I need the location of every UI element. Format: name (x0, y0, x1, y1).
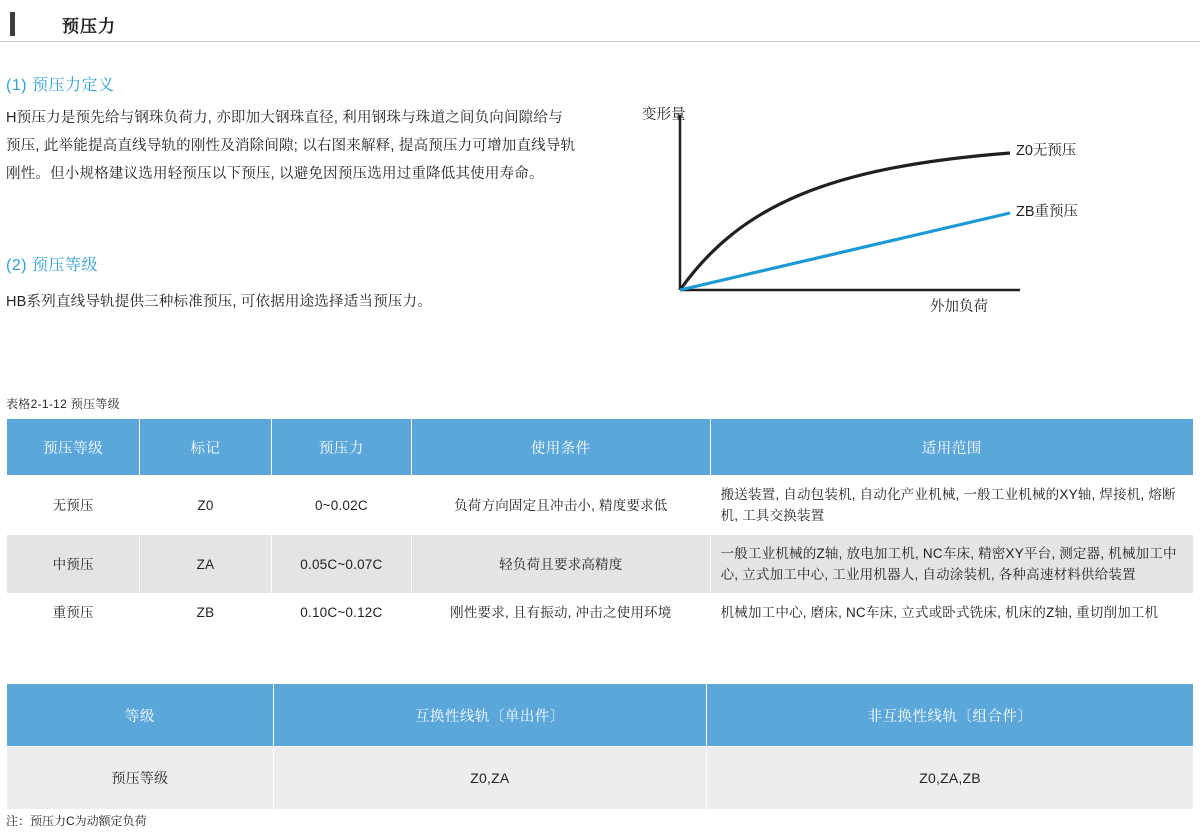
section-heading-definition: (1) 预压力定义 (6, 77, 115, 94)
cell-mark: ZA (140, 535, 271, 594)
table-row (7, 476, 1194, 535)
cell-grade: 无预压 (7, 476, 140, 535)
table-header-row (7, 419, 1194, 476)
x-axis-label: 外加负荷 (930, 299, 988, 315)
cell-condition: 刚性要求, 且有振动, 冲击之使用环境 (412, 594, 711, 632)
grade-table-caption: 表格2-1-12 预压等级 (6, 397, 120, 411)
column-header-non-interchangeable: 非互换性线轨〔组合件〕 (707, 684, 1194, 747)
preload-deformation-diagram (600, 95, 1180, 335)
page-header (0, 8, 1200, 42)
table-row (7, 747, 1194, 810)
cell-interchangeable: Z0,ZA (273, 747, 706, 810)
cell-condition: 负荷方向固定且冲击小, 精度要求低 (412, 476, 711, 535)
cell-application: 机械加工中心, 磨床, NC车床, 立式或卧式铣床, 机床的Z轴, 重切削加工机 (710, 594, 1193, 632)
cell-application: 一般工业机械的Z轴, 放电加工机, NC车床, 精密XY平台, 测定器, 机械加工中心, 立式加工中心, 工业用机器人, 自动涂装机, 各种高速材料供给装置 (710, 535, 1193, 594)
cell-mark: ZB (140, 594, 271, 632)
column-header-mark: 标记 (140, 419, 271, 476)
page-title: 预压力 (62, 17, 116, 36)
cell-force: 0.05C~0.07C (271, 535, 411, 594)
cell-non-interchangeable: Z0,ZA,ZB (707, 747, 1194, 810)
cell-application: 搬送装置, 自动包装机, 自动化产业机械, 一般工业机械的XY轴, 焊接机, 熔断机, 工具交换装置 (710, 476, 1193, 535)
cell-mark: Z0 (140, 476, 271, 535)
preload-class-table (6, 683, 1194, 810)
curve-label-heavy-preload: ZB重预压 (1016, 204, 1079, 220)
column-header-class: 等级 (7, 684, 274, 747)
section-text-grades: HB系列直线导轨提供三种标准预压, 可依据用途选择适当预压力。 (6, 294, 432, 310)
column-header-application: 适用范围 (710, 419, 1193, 476)
cell-force: 0~0.02C (271, 476, 411, 535)
cell-force: 0.10C~0.12C (271, 594, 411, 632)
curve-no-preload (680, 153, 1010, 290)
table-row (7, 535, 1194, 594)
diagram-svg (600, 95, 1180, 335)
preload-grade-table (6, 418, 1194, 632)
cell-grade: 重预压 (7, 594, 140, 632)
section-text-definition: H预压力是预先给与钢珠负荷力, 亦即加大钢珠直径, 利用钢珠与珠道之间负向间隙给与预压, 此举能提高直线导轨的刚性及消除间隙; 以右图来解释, 提高预压力可增加直线导轨刚性。但小规格建议选用轻预压以下预压, 以避免因预压选用过重降低其使用寿命。 (6, 110, 576, 182)
header-accent-bar (10, 12, 15, 36)
table-row (7, 594, 1194, 632)
cell-grade: 中预压 (7, 535, 140, 594)
column-header-force: 预压力 (271, 419, 411, 476)
table-footnote: 注：预压力C为动额定负荷 (6, 814, 147, 828)
curve-heavy-preload (680, 213, 1010, 290)
table-header-row (7, 684, 1194, 747)
column-header-grade: 预压等级 (7, 419, 140, 476)
cell-condition: 轻负荷且要求高精度 (412, 535, 711, 594)
cell-class-label: 预压等级 (7, 747, 274, 810)
column-header-condition: 使用条件 (412, 419, 711, 476)
curve-label-no-preload: Z0无预压 (1016, 143, 1077, 159)
y-axis-label: 变形量 (642, 107, 686, 123)
column-header-interchangeable: 互换性线轨〔单出件〕 (273, 684, 706, 747)
section-heading-grades: (2) 预压等级 (6, 257, 99, 274)
